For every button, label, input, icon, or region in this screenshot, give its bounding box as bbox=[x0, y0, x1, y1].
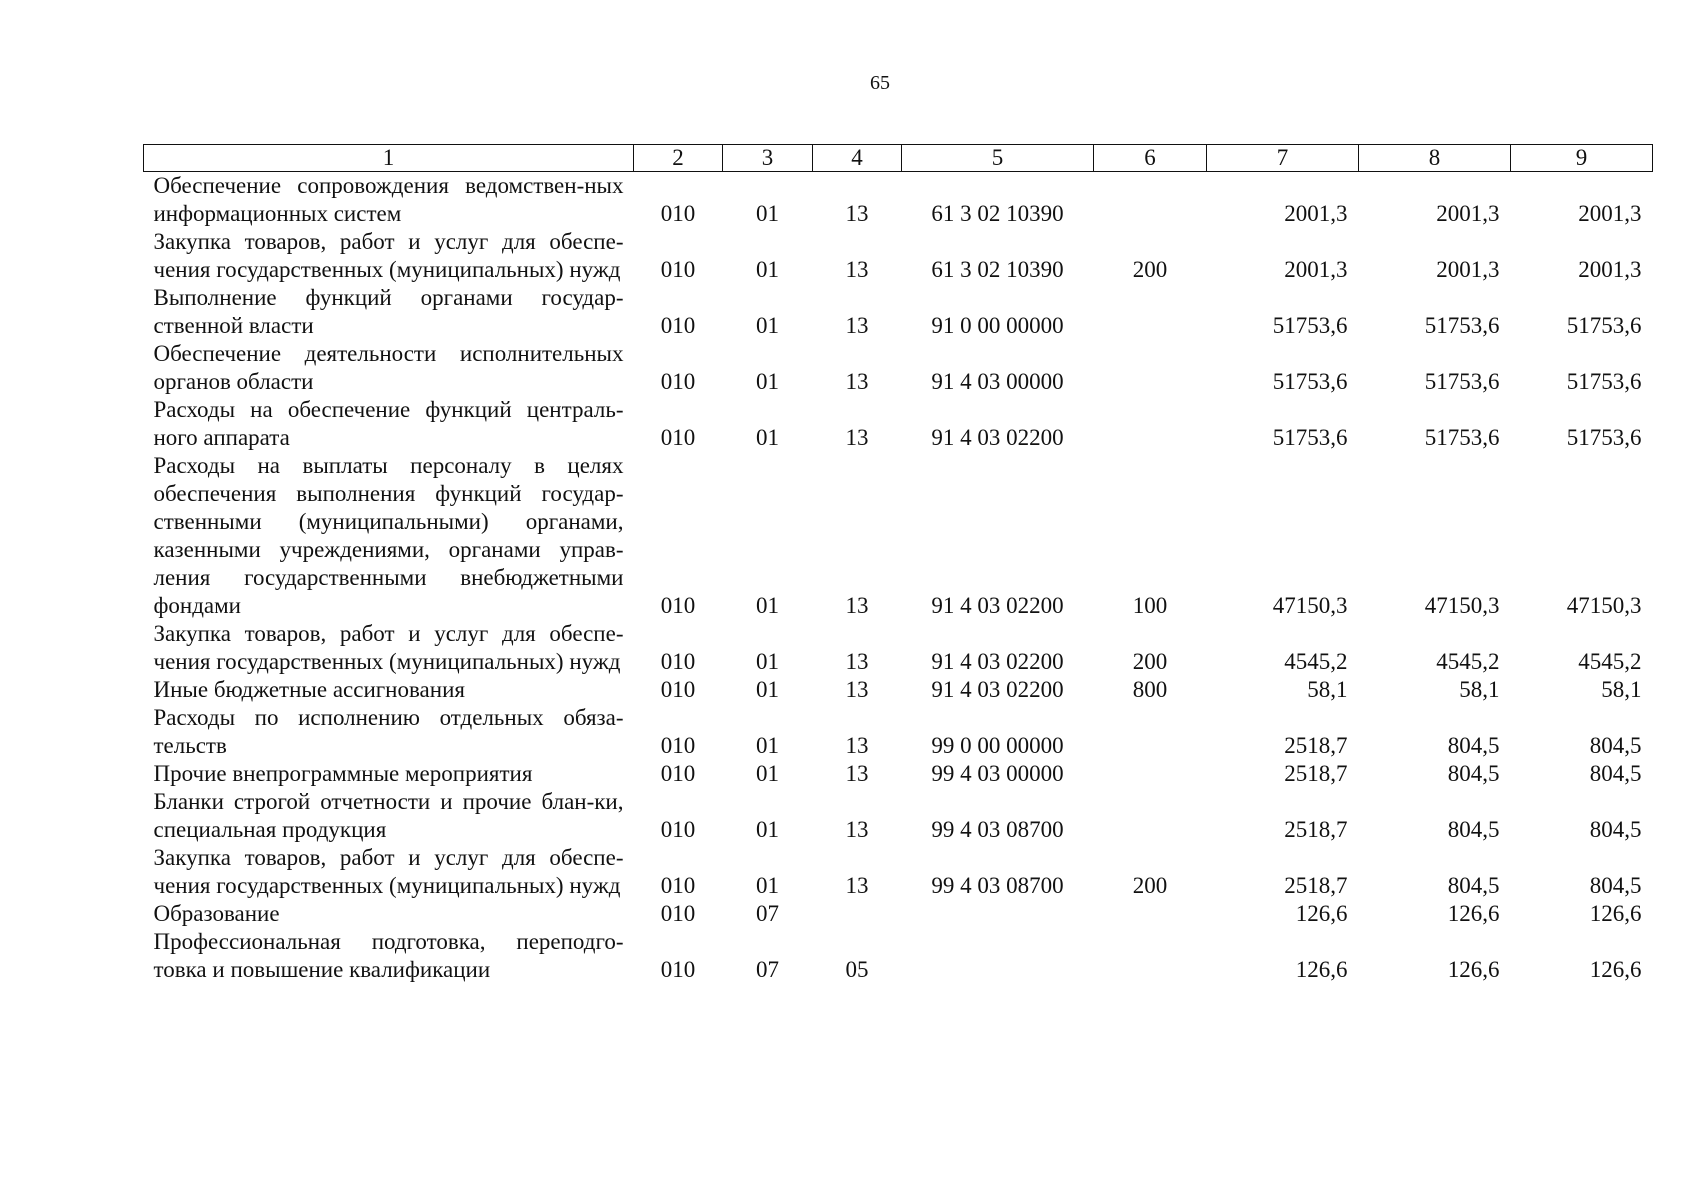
grbs-code: 010 bbox=[660, 649, 696, 674]
expense-name: Закупка товаров, работ и услуг для обеспе-чения государственных (муниципальных) нужд bbox=[153, 621, 624, 674]
table-row bbox=[144, 676, 1653, 704]
section-code: 01 bbox=[756, 201, 779, 226]
subsection-code: 13 bbox=[845, 257, 869, 282]
expense-type-code: 800 bbox=[1132, 677, 1168, 702]
amount-year-1: 2518,7 bbox=[1284, 873, 1348, 898]
amount-year-2: 58,1 bbox=[1459, 677, 1500, 702]
subsection-code: 13 bbox=[845, 201, 869, 226]
amount-year-3: 58,1 bbox=[1601, 677, 1642, 702]
table-row bbox=[144, 788, 1653, 844]
header-col-2: 2 bbox=[634, 145, 723, 172]
section-code: 01 bbox=[756, 369, 779, 394]
section-code: 07 bbox=[756, 901, 779, 926]
target-article-code: 91 4 03 02200 bbox=[931, 649, 1064, 674]
grbs-code: 010 bbox=[660, 201, 696, 226]
amount-year-2: 804,5 bbox=[1447, 873, 1500, 898]
expense-name: Обеспечение сопровождения ведомствен-ных информационных систем bbox=[153, 173, 624, 226]
amount-year-2: 51753,6 bbox=[1424, 425, 1500, 450]
amount-year-3: 47150,3 bbox=[1566, 593, 1642, 618]
expense-type-code: 200 bbox=[1132, 649, 1168, 674]
table-row bbox=[144, 228, 1653, 284]
amount-year-3: 4545,2 bbox=[1578, 649, 1642, 674]
expense-type-code: 100 bbox=[1132, 593, 1168, 618]
grbs-code: 010 bbox=[660, 957, 696, 982]
amount-year-3: 804,5 bbox=[1589, 817, 1642, 842]
target-article-code: 99 0 00 00000 bbox=[931, 733, 1064, 758]
amount-year-2: 4545,2 bbox=[1436, 649, 1500, 674]
target-article-code bbox=[902, 928, 1094, 984]
expense-type-code bbox=[1094, 172, 1207, 229]
table-row bbox=[144, 704, 1653, 760]
grbs-code: 010 bbox=[660, 761, 696, 786]
section-code: 01 bbox=[756, 873, 779, 898]
expense-name: Закупка товаров, работ и услуг для обеспе-чения государственных (муниципальных) нужд bbox=[153, 845, 624, 898]
grbs-code: 010 bbox=[660, 873, 696, 898]
section-code: 01 bbox=[756, 257, 779, 282]
page-number: 65 bbox=[870, 72, 890, 94]
expense-name: Расходы по исполнению отдельных обяза-тельств bbox=[153, 705, 624, 758]
subsection-code: 13 bbox=[845, 649, 869, 674]
target-article-code: 99 4 03 08700 bbox=[931, 873, 1064, 898]
table-row bbox=[144, 396, 1653, 452]
amount-year-2: 126,6 bbox=[1447, 901, 1500, 926]
amount-year-2: 804,5 bbox=[1447, 733, 1500, 758]
expense-name: Расходы на выплаты персоналу в целях обеспечения выполнения функций государ-ственными (муниципальными) органами, казенными учреждениями, органами управ-ления государственными внебюджетными фондами bbox=[153, 453, 624, 618]
amount-year-1: 2001,3 bbox=[1284, 257, 1348, 282]
expense-type-code bbox=[1094, 284, 1207, 340]
table-row bbox=[144, 900, 1653, 928]
target-article-code bbox=[902, 900, 1094, 928]
expense-name: Обеспечение деятельности исполнительных органов области bbox=[153, 341, 624, 394]
table-header-row bbox=[144, 145, 1653, 172]
amount-year-2: 804,5 bbox=[1447, 761, 1500, 786]
section-code: 01 bbox=[756, 761, 779, 786]
table-row bbox=[144, 172, 1653, 229]
amount-year-3: 51753,6 bbox=[1566, 369, 1642, 394]
amount-year-1: 51753,6 bbox=[1272, 369, 1348, 394]
expense-name: Выполнение функций органами государ-ственной власти bbox=[153, 285, 624, 338]
amount-year-1: 51753,6 bbox=[1272, 425, 1348, 450]
amount-year-2: 2001,3 bbox=[1436, 257, 1500, 282]
target-article-code: 99 4 03 00000 bbox=[931, 761, 1064, 786]
subsection-code bbox=[813, 900, 902, 928]
amount-year-3: 2001,3 bbox=[1578, 257, 1642, 282]
section-code: 01 bbox=[756, 733, 779, 758]
amount-year-3: 804,5 bbox=[1589, 733, 1642, 758]
header-col-3: 3 bbox=[723, 145, 813, 172]
amount-year-3: 126,6 bbox=[1589, 901, 1642, 926]
subsection-code: 13 bbox=[845, 761, 869, 786]
subsection-code: 13 bbox=[845, 817, 869, 842]
section-code: 01 bbox=[756, 817, 779, 842]
table-row bbox=[144, 620, 1653, 676]
subsection-code: 13 bbox=[845, 313, 869, 338]
table-row bbox=[144, 760, 1653, 788]
amount-year-1: 126,6 bbox=[1295, 957, 1348, 982]
amount-year-2: 51753,6 bbox=[1424, 369, 1500, 394]
amount-year-3: 804,5 bbox=[1589, 761, 1642, 786]
expense-name: Профессиональная подготовка, переподго-товка и повышение квалификации bbox=[153, 929, 624, 982]
amount-year-2: 47150,3 bbox=[1424, 593, 1500, 618]
header-col-8: 8 bbox=[1359, 145, 1511, 172]
amount-year-2: 51753,6 bbox=[1424, 313, 1500, 338]
budget-table bbox=[143, 144, 1653, 984]
subsection-code: 13 bbox=[845, 593, 869, 618]
expense-type-code bbox=[1094, 340, 1207, 396]
grbs-code: 010 bbox=[660, 677, 696, 702]
target-article-code: 91 4 03 00000 bbox=[931, 369, 1064, 394]
header-col-6: 6 bbox=[1094, 145, 1207, 172]
expense-name: Расходы на обеспечение функций централь-ного аппарата bbox=[153, 397, 624, 450]
amount-year-1: 2518,7 bbox=[1284, 761, 1348, 786]
subsection-code: 13 bbox=[845, 677, 869, 702]
amount-year-1: 47150,3 bbox=[1272, 593, 1348, 618]
header-col-4: 4 bbox=[813, 145, 902, 172]
section-code: 01 bbox=[756, 593, 779, 618]
target-article-code: 99 4 03 08700 bbox=[931, 817, 1064, 842]
section-code: 01 bbox=[756, 425, 779, 450]
target-article-code: 61 3 02 10390 bbox=[931, 201, 1064, 226]
expense-name: Иные бюджетные ассигнования bbox=[153, 677, 465, 702]
header-col-9: 9 bbox=[1511, 145, 1653, 172]
amount-year-1: 51753,6 bbox=[1272, 313, 1348, 338]
section-code: 01 bbox=[756, 313, 779, 338]
table-row bbox=[144, 284, 1653, 340]
expense-name: Образование bbox=[153, 901, 280, 926]
subsection-code: 13 bbox=[845, 873, 869, 898]
section-code: 07 bbox=[756, 957, 779, 982]
amount-year-2: 804,5 bbox=[1447, 817, 1500, 842]
subsection-code: 13 bbox=[845, 425, 869, 450]
expense-type-code: 200 bbox=[1132, 257, 1168, 282]
expense-name: Бланки строгой отчетности и прочие блан-ки, специальная продукция bbox=[153, 789, 624, 842]
expense-type-code bbox=[1094, 900, 1207, 928]
expense-type-code bbox=[1094, 704, 1207, 760]
target-article-code: 61 3 02 10390 bbox=[931, 257, 1064, 282]
amount-year-3: 2001,3 bbox=[1578, 201, 1642, 226]
grbs-code: 010 bbox=[660, 593, 696, 618]
target-article-code: 91 4 03 02200 bbox=[931, 593, 1064, 618]
amount-year-1: 2518,7 bbox=[1284, 817, 1348, 842]
header-col-1: 1 bbox=[144, 145, 634, 172]
header-col-5: 5 bbox=[902, 145, 1094, 172]
table-row bbox=[144, 340, 1653, 396]
expense-type-code bbox=[1094, 396, 1207, 452]
table-row bbox=[144, 452, 1653, 620]
target-article-code: 91 4 03 02200 bbox=[931, 425, 1064, 450]
expense-type-code: 200 bbox=[1132, 873, 1168, 898]
amount-year-1: 2518,7 bbox=[1284, 733, 1348, 758]
amount-year-2: 126,6 bbox=[1447, 957, 1500, 982]
amount-year-3: 804,5 bbox=[1589, 873, 1642, 898]
amount-year-3: 51753,6 bbox=[1566, 425, 1642, 450]
grbs-code: 010 bbox=[660, 369, 696, 394]
target-article-code: 91 0 00 00000 bbox=[931, 313, 1064, 338]
expense-type-code bbox=[1094, 788, 1207, 844]
target-article-code: 91 4 03 02200 bbox=[931, 677, 1064, 702]
grbs-code: 010 bbox=[660, 425, 696, 450]
subsection-code: 13 bbox=[845, 733, 869, 758]
amount-year-1: 2001,3 bbox=[1284, 201, 1348, 226]
expense-name: Закупка товаров, работ и услуг для обеспе-чения государственных (муниципальных) нужд bbox=[153, 229, 624, 282]
subsection-code: 05 bbox=[845, 957, 869, 982]
expense-name: Прочие внепрограммные мероприятия bbox=[153, 761, 533, 786]
section-code: 01 bbox=[756, 649, 779, 674]
grbs-code: 010 bbox=[660, 313, 696, 338]
section-code: 01 bbox=[756, 677, 779, 702]
amount-year-2: 2001,3 bbox=[1436, 201, 1500, 226]
grbs-code: 010 bbox=[660, 901, 696, 926]
table-body bbox=[144, 172, 1653, 985]
amount-year-3: 51753,6 bbox=[1566, 313, 1642, 338]
subsection-code: 13 bbox=[845, 369, 869, 394]
grbs-code: 010 bbox=[660, 817, 696, 842]
grbs-code: 010 bbox=[660, 257, 696, 282]
amount-year-1: 4545,2 bbox=[1284, 649, 1348, 674]
amount-year-3: 126,6 bbox=[1589, 957, 1642, 982]
expense-type-code bbox=[1094, 760, 1207, 788]
expense-type-code bbox=[1094, 928, 1207, 984]
table-row bbox=[144, 844, 1653, 900]
table-row bbox=[144, 928, 1653, 984]
header-col-7: 7 bbox=[1207, 145, 1359, 172]
amount-year-1: 126,6 bbox=[1295, 901, 1348, 926]
grbs-code: 010 bbox=[660, 733, 696, 758]
amount-year-1: 58,1 bbox=[1307, 677, 1348, 702]
